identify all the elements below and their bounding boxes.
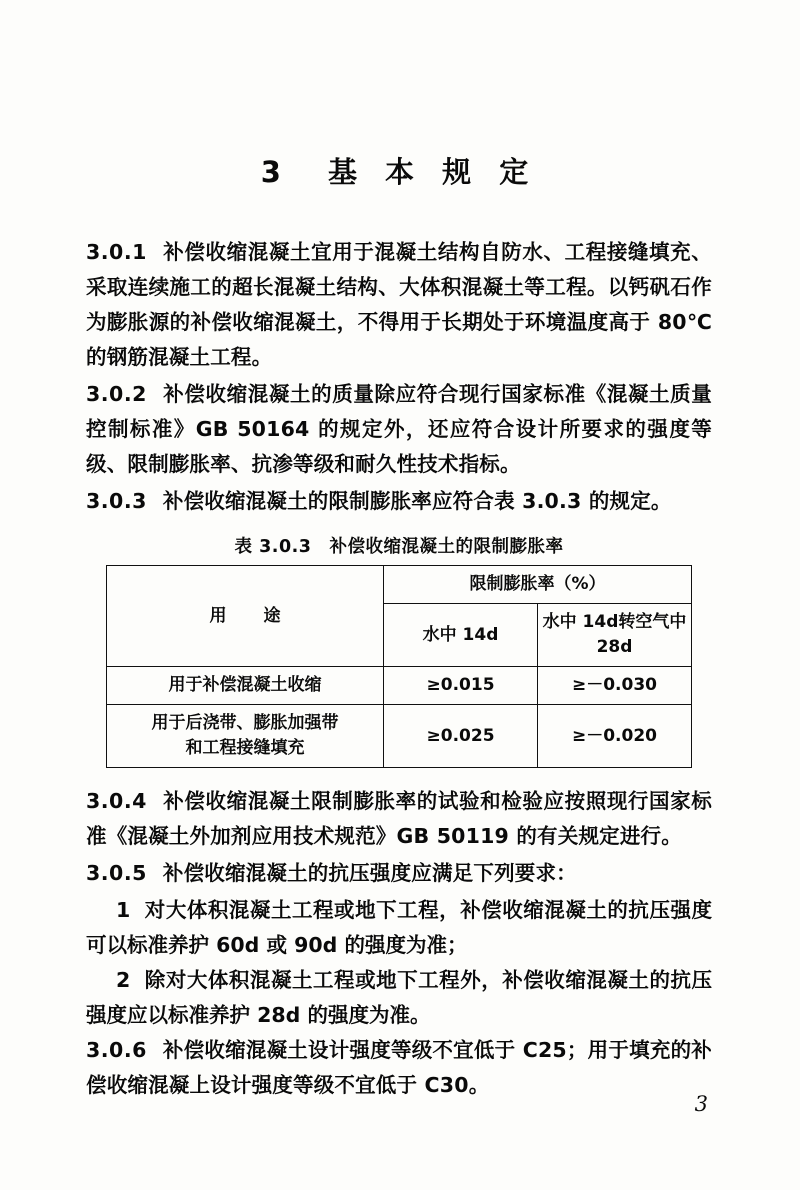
chapter-title: 3 基 本 规 定	[260, 155, 538, 189]
clause-3-0-5	[86, 856, 712, 891]
sub-item-text: 对大体积混凝土工程或地下工程，补偿收缩混凝土的抗压强度可以标准养护 60d 或 90d 的强度为准；	[86, 898, 712, 957]
sub-item-1	[86, 893, 712, 963]
clause-number: 3.0.1	[86, 240, 147, 264]
clause-text: 补偿收缩混凝土的抗压强度应满足下列要求：	[162, 861, 577, 885]
table-header-row-1	[107, 566, 692, 604]
clause-text: 补偿收缩混凝土设计强度等级不宜低于 C25；用于填充的补偿收缩混凝上设计强度等级不宜低于 C30。	[86, 1038, 712, 1097]
page-content	[86, 150, 712, 1105]
sub-item-number: 2	[116, 968, 131, 992]
table-cell-w14: ≥0.015	[384, 667, 538, 705]
table-header-group: 限制膨胀率（%）	[384, 566, 692, 604]
clause-text: 补偿收缩混凝土的质量除应符合现行国家标准《混凝土质量控制标准》GB 50164 的规定外，还应符合设计所要求的强度等级、限制膨胀率、抗渗等级和耐久性技术指标。	[86, 382, 712, 476]
table-row	[107, 705, 692, 768]
clause-text: 补偿收缩混凝土限制膨胀率的试验和检验应按照现行国家标准《混凝土外加剂应用技术规范》GB 50119 的有关规定进行。	[86, 789, 712, 848]
table-cell-w14: ≥0.025	[384, 705, 538, 768]
page-number: 3	[694, 1092, 708, 1116]
clause-number: 3.0.6	[86, 1038, 147, 1062]
clause-text: 补偿收缩混凝土的限制膨胀率应符合表 3.0.3 的规定。	[162, 489, 672, 513]
table-cell-use: 用于补偿混凝土收缩	[107, 667, 384, 705]
clause-number: 3.0.4	[86, 789, 147, 813]
sub-item-2	[86, 963, 712, 1033]
table-header-water14d: 水中 14d	[384, 604, 538, 667]
table-cell-use	[107, 705, 384, 768]
clause-3-0-1	[86, 235, 712, 375]
clause-number: 3.0.2	[86, 382, 147, 406]
table-header-water14d-air28d: 水中 14d转空气中 28d	[538, 604, 692, 667]
clause-text: 补偿收缩混凝土宜用于混凝土结构自防水、工程接缝填充、采取连续施工的超长混凝土结构、大体积混凝土等工程。以钙矾石作为膨胀源的补偿收缩混凝土，不得用于长期处于环境温度高于 80℃的钢筋混凝土工程。	[86, 240, 712, 369]
table-header-use: 用 途	[107, 566, 384, 667]
clause-number: 3.0.5	[86, 861, 147, 885]
clause-3-0-3	[86, 484, 712, 519]
table-caption: 表 3.0.3 补偿收缩混凝土的限制膨胀率	[234, 537, 564, 557]
clause-number: 3.0.3	[86, 489, 147, 513]
table-cell-w28: ≥－0.030	[538, 667, 692, 705]
sub-item-number: 1	[116, 898, 131, 922]
expansion-rate-table	[106, 565, 692, 768]
table-cell-w28: ≥－0.020	[538, 705, 692, 768]
table-cell-use-line1: 用于后浇带、膨胀加强带	[151, 713, 339, 733]
table-row	[107, 667, 692, 705]
clause-3-0-6	[86, 1033, 712, 1103]
table-cell-use-line2: 和工程接缝填充	[185, 738, 305, 758]
sub-item-text: 除对大体积混凝土工程或地下工程外，补偿收缩混凝土的抗压强度应以标准养护 28d 的强度为准。	[86, 968, 712, 1027]
table-section	[86, 533, 712, 768]
clause-3-0-2	[86, 377, 712, 482]
clause-3-0-4	[86, 784, 712, 854]
